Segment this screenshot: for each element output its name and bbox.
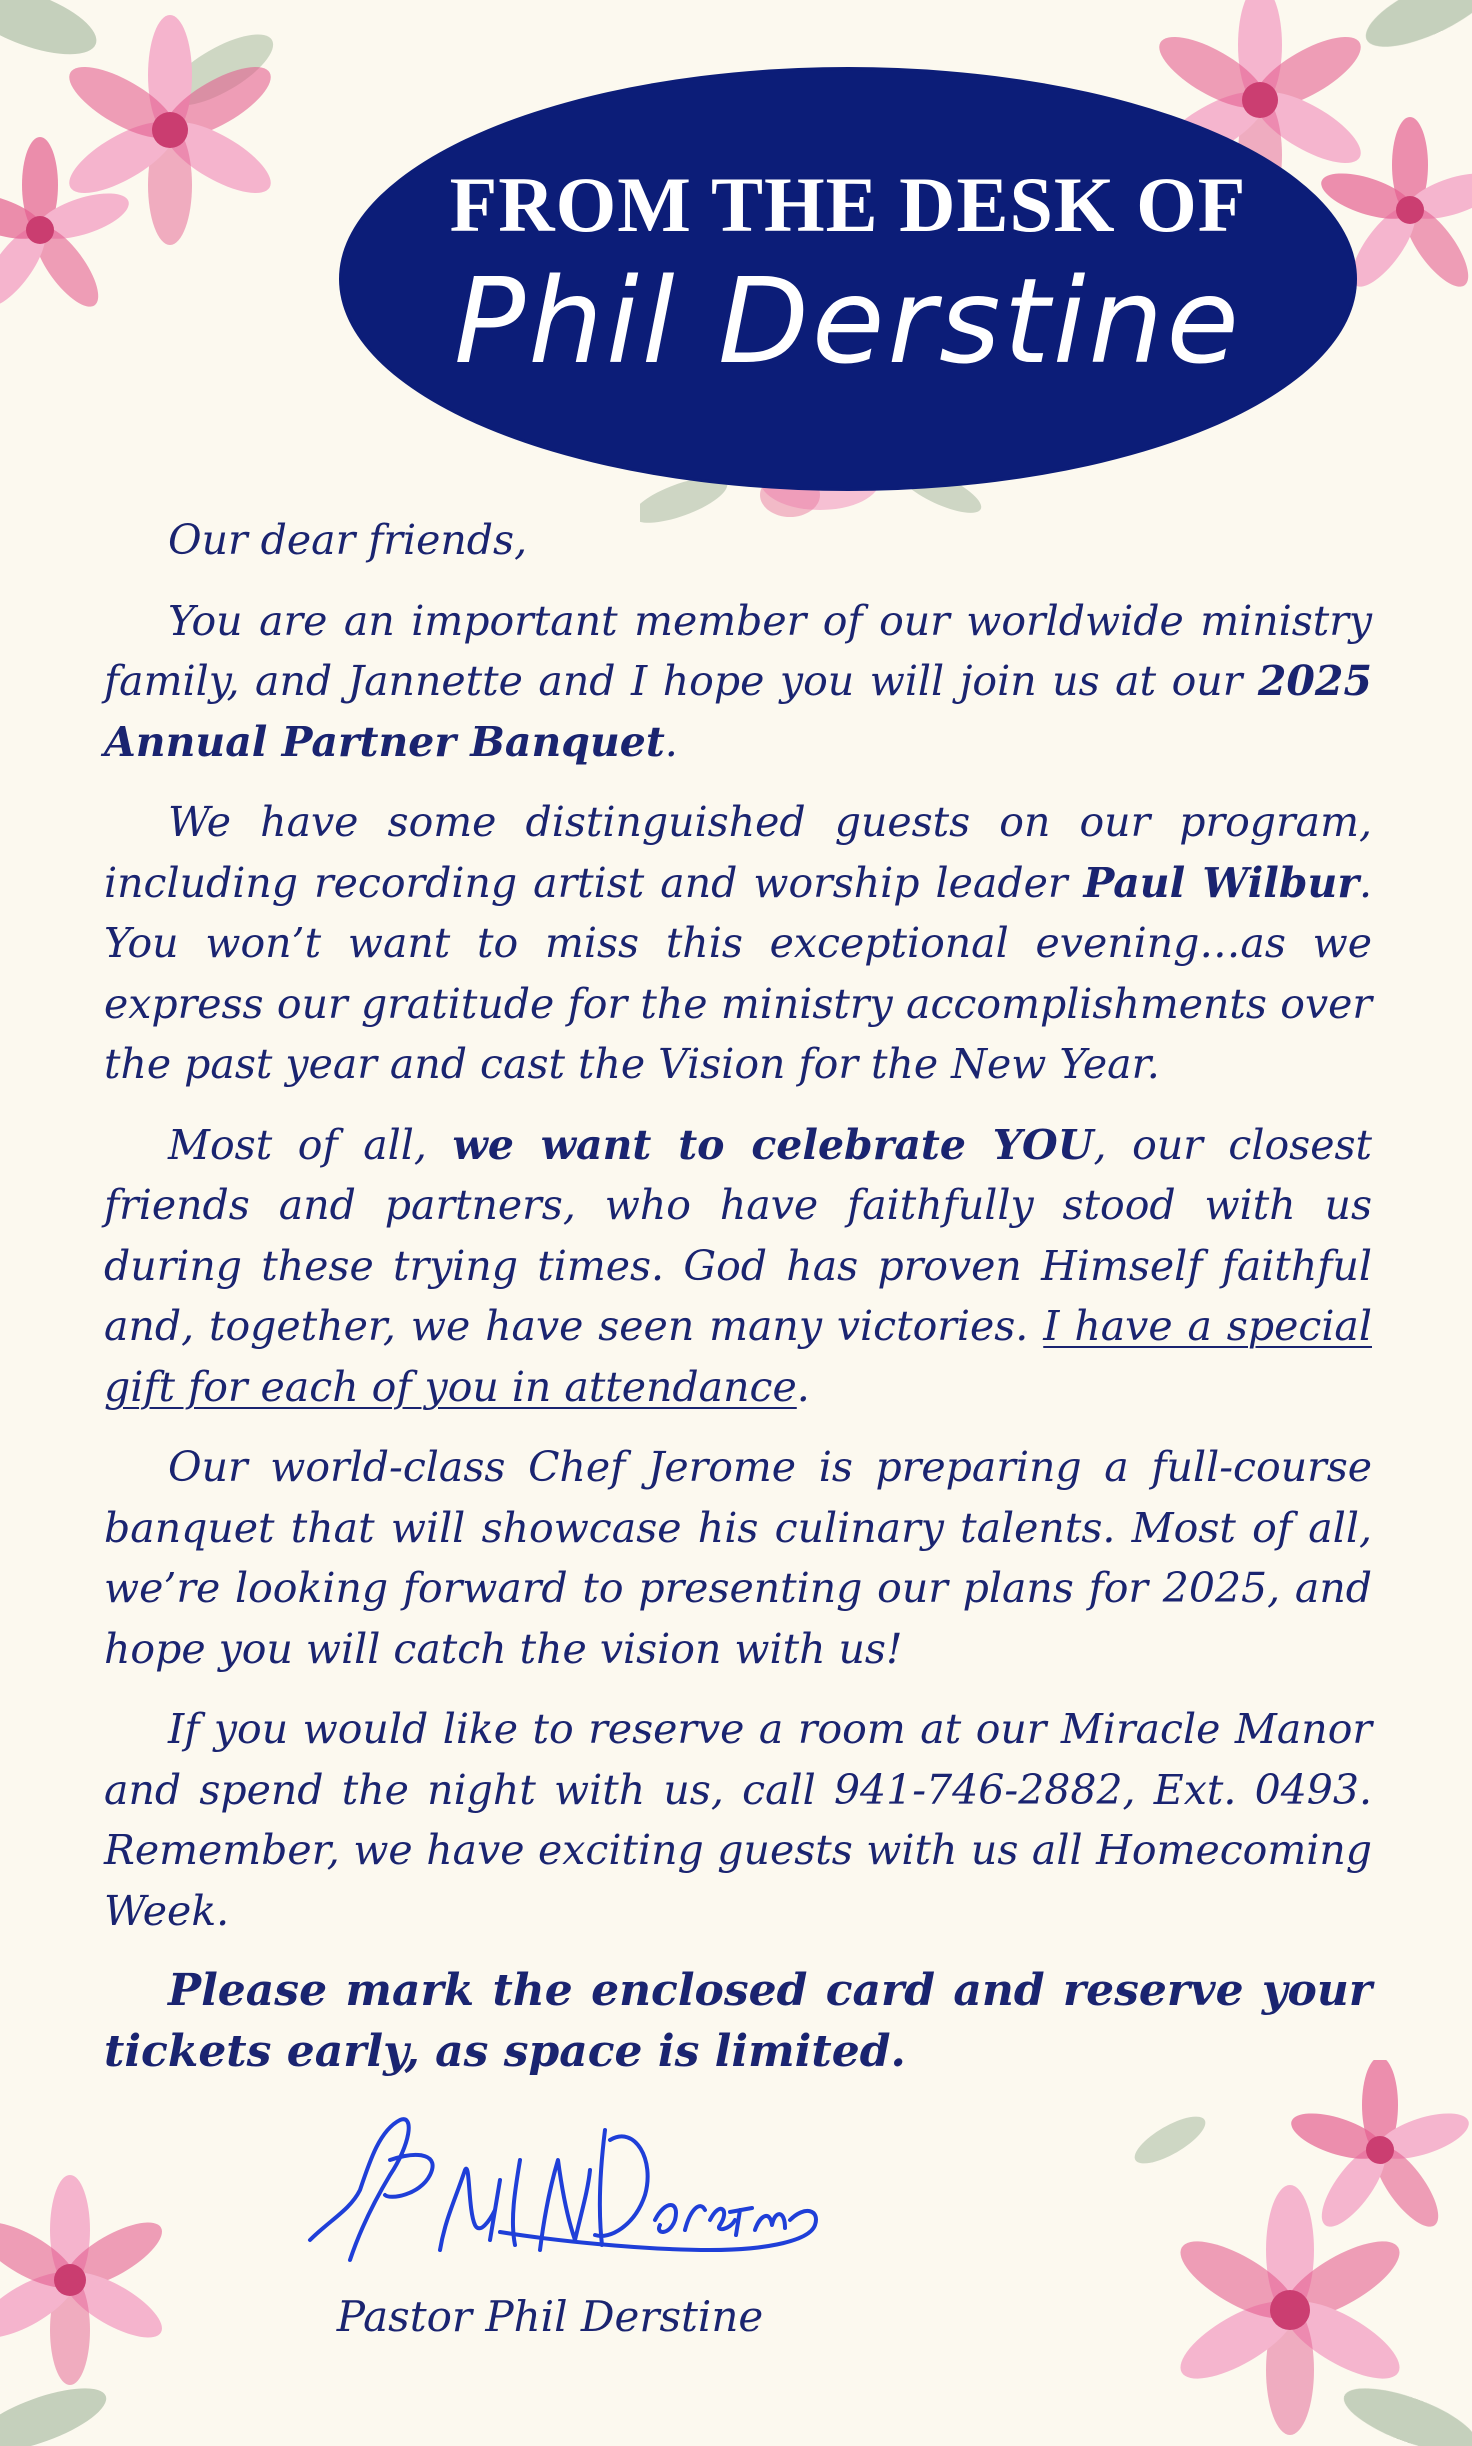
paragraph-1	[104, 591, 1372, 773]
paragraph-1-end: .	[664, 717, 678, 766]
closing-statement: Please mark the enclosed card and reserve your tickets early, as space is limited.	[104, 1965, 1372, 2077]
celebrate-emphasis: we want to celebrate YOU	[452, 1120, 1094, 1169]
header-name: Phil Derstine	[454, 252, 1242, 390]
paragraph-3-middle: , our closest friends and partners, who have faithfully stood with us during these trying times. God has proven Himself faithful and, together, we have seen many victories.	[104, 1120, 1372, 1350]
watercolor-flower-icon	[0, 0, 330, 360]
paragraph-2-end: . You won’t want to miss this exceptional evening…as we express our gratitude for the ministry accomplishments over the past year and cast the Vision for the New Year.	[104, 858, 1372, 1088]
guest-name: Paul Wilbur	[1083, 858, 1359, 907]
gift-emphasis: I have a special gift for each of you in attendance	[104, 1302, 1372, 1411]
watercolor-flower-icon	[0, 2140, 210, 2446]
paragraph-3-text: Most of all,	[168, 1120, 453, 1169]
paragraph-3	[104, 1115, 1372, 1418]
signatory-name: Pastor Phil Derstine	[336, 2292, 764, 2341]
paragraph-3-end: .	[796, 1362, 810, 1411]
paragraph-4: Our world-class Chef Jerome is preparing a full-course banquet that will showcase his culinary talents. Most of all, we’re looking forward to presenting our plans for 2025, and hope you will catch the vision with us!	[104, 1443, 1372, 1673]
paragraph-5: If you would like to reserve a room at our Miracle Manor and spend the night with us, call 941-746-2882, Ext. 0493. Remember, we have exciting guests with us all Homecoming Week.	[104, 1705, 1372, 1935]
watercolor-flower-icon	[1130, 2060, 1472, 2446]
letter-body	[104, 510, 1372, 2102]
header-title: FROM THE DESK OF	[449, 161, 1247, 248]
handwritten-signature-icon	[290, 2100, 830, 2280]
paragraph-2-text: We have some distinguished guests on our program, including recording artist and worship leader	[104, 798, 1372, 907]
banquet-name: 2025 Annual Partner Banquet	[104, 657, 1372, 766]
paragraph-1-text: You are an important member of our worldwide ministry family, and Jannette and I hope you will join us at our	[104, 596, 1372, 705]
paragraph-2	[104, 792, 1372, 1095]
salutation: Our dear friends,	[168, 516, 528, 564]
